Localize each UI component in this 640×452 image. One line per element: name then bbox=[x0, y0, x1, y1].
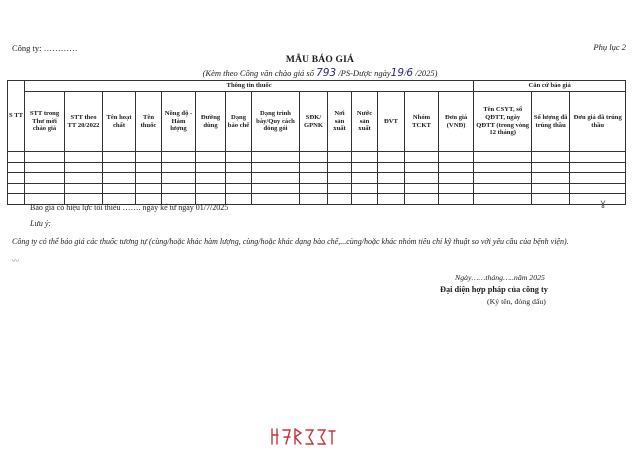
table-cell bbox=[300, 162, 328, 173]
table-row bbox=[8, 162, 626, 173]
group-header-quote-basis: Căn cứ báo giá bbox=[474, 81, 626, 92]
table-cell bbox=[532, 162, 570, 173]
table-cell bbox=[8, 152, 25, 163]
table-cell bbox=[328, 152, 352, 163]
table-cell bbox=[103, 152, 136, 163]
table-cell bbox=[439, 183, 474, 194]
signature-date: Ngày……tháng…..năm 2025 bbox=[455, 273, 545, 282]
table-cell bbox=[439, 173, 474, 184]
table-cell bbox=[25, 173, 65, 184]
table-cell bbox=[378, 162, 405, 173]
table-cell bbox=[65, 173, 103, 184]
col-header-1: STT trong Thư mời chào giá bbox=[25, 92, 65, 152]
red-stamp-icon bbox=[268, 425, 338, 447]
signature-role: Đại diện hợp pháp của công ty bbox=[440, 285, 548, 294]
dispatch-month: 6 bbox=[406, 67, 414, 79]
col-header-14: Đơn giá (VNĐ) bbox=[439, 92, 474, 152]
price-quote-table bbox=[7, 80, 626, 205]
table-cell bbox=[405, 152, 439, 163]
table-cell bbox=[136, 162, 162, 173]
table-cell bbox=[25, 183, 65, 194]
col-header-8: Dạng trình bày/Quy cách đóng gói bbox=[252, 92, 300, 152]
group-header-drug-info: Thông tin thuốc bbox=[25, 81, 474, 92]
table-cell bbox=[352, 173, 378, 184]
table-cell bbox=[162, 183, 196, 194]
table-row bbox=[8, 183, 626, 194]
table-cell bbox=[352, 194, 378, 205]
table-cell bbox=[439, 194, 474, 205]
col-header-3: Tên hoạt chất bbox=[103, 92, 136, 152]
subtitle-mid: /PS-Dược ngày bbox=[336, 68, 391, 78]
table-cell bbox=[196, 173, 226, 184]
table-cell bbox=[352, 152, 378, 163]
table-cell bbox=[439, 162, 474, 173]
table-row bbox=[8, 173, 626, 184]
table-cell bbox=[378, 173, 405, 184]
note-label: Lưu ý: bbox=[30, 219, 52, 228]
table-cell bbox=[226, 173, 252, 184]
table-cell bbox=[103, 162, 136, 173]
table-cell bbox=[8, 194, 25, 205]
subtitle-year: /2025) bbox=[413, 68, 438, 78]
table-cell bbox=[300, 194, 328, 205]
table-cell bbox=[474, 152, 532, 163]
col-header-13: Nhóm TCKT bbox=[405, 92, 439, 152]
table-body bbox=[8, 152, 626, 205]
table-cell bbox=[136, 152, 162, 163]
col-header-10: Nơi sản xuất bbox=[328, 92, 352, 152]
table-cell bbox=[378, 152, 405, 163]
company-line: Công ty: ………… bbox=[12, 43, 78, 53]
validity-line: Báo giá có hiệu lực tối thiểu ……. ngày kể từ ngày 01/7/2025 bbox=[30, 203, 229, 212]
table-cell bbox=[162, 152, 196, 163]
table-cell bbox=[378, 183, 405, 194]
table-cell bbox=[162, 162, 196, 173]
note-paragraph: Công ty có thể báo giá các thuốc tương tự (cùng/hoặc khác hàm lượng, cùng/hoặc khác dạng bào chế,...cùng/hoặc khác nhóm tiêu chí kỹ thuật so với yêu cầu của bệnh viện). bbox=[12, 237, 569, 246]
pen-mark-icon: ɣ bbox=[600, 198, 606, 209]
table-cell bbox=[25, 162, 65, 173]
table-cell bbox=[65, 162, 103, 173]
table-cell bbox=[196, 183, 226, 194]
table-cell bbox=[136, 183, 162, 194]
table-cell bbox=[226, 183, 252, 194]
col-header-4: Tên thuốc bbox=[136, 92, 162, 152]
table-cell bbox=[226, 194, 252, 205]
col-header-16: Số lượng đã trúng thầu bbox=[532, 92, 570, 152]
table-cell bbox=[405, 183, 439, 194]
col-header-2: STT theo TT 20/2022 bbox=[65, 92, 103, 152]
table-cell bbox=[300, 183, 328, 194]
table-cell bbox=[532, 152, 570, 163]
table-cell bbox=[8, 173, 25, 184]
subtitle-sep: / bbox=[404, 68, 407, 78]
table-cell bbox=[474, 173, 532, 184]
table-cell bbox=[570, 173, 626, 184]
table-cell bbox=[328, 173, 352, 184]
table-cell bbox=[532, 183, 570, 194]
table-cell bbox=[196, 152, 226, 163]
document-subtitle bbox=[0, 67, 640, 79]
table-cell bbox=[252, 162, 300, 173]
signature-hint: (Ký tên, đóng dấu) bbox=[487, 297, 546, 306]
col-header-9: SĐK/ GPNK bbox=[300, 92, 328, 152]
table-cell bbox=[474, 194, 532, 205]
col-header-15: Tên CSYT, số QĐTT, ngày QĐTT (trong vòng 12 tháng) bbox=[474, 92, 532, 152]
col-header-12: ĐVT bbox=[378, 92, 405, 152]
table-cell bbox=[328, 162, 352, 173]
col-header-6: Đường dùng bbox=[196, 92, 226, 152]
col-header-17: Đơn giá đã trúng thầu bbox=[570, 92, 626, 152]
table-cell bbox=[196, 162, 226, 173]
appendix-label: Phụ lục 2 bbox=[593, 42, 626, 52]
table-cell bbox=[252, 173, 300, 184]
dispatch-day: 19 bbox=[390, 67, 405, 79]
table-cell bbox=[65, 152, 103, 163]
col-header-0: S TT bbox=[8, 81, 25, 152]
table-cell bbox=[352, 183, 378, 194]
table-cell bbox=[8, 162, 25, 173]
table-cell bbox=[474, 162, 532, 173]
table-cell bbox=[226, 162, 252, 173]
table-cell bbox=[103, 183, 136, 194]
table-cell bbox=[378, 194, 405, 205]
table-row bbox=[8, 152, 626, 163]
table-cell bbox=[252, 194, 300, 205]
col-header-11: Nước sản xuất bbox=[352, 92, 378, 152]
col-header-5: Nồng độ - Hàm lượng bbox=[162, 92, 196, 152]
table-cell bbox=[570, 152, 626, 163]
document-title: MẪU BÁO GIÁ bbox=[285, 55, 355, 65]
table-cell bbox=[136, 173, 162, 184]
table-cell bbox=[570, 194, 626, 205]
table-cell bbox=[405, 173, 439, 184]
table-cell bbox=[162, 173, 196, 184]
table-cell bbox=[532, 194, 570, 205]
subtitle-prefix: (Kèm theo Công văn chào giá số bbox=[202, 68, 317, 78]
table-cell bbox=[65, 183, 103, 194]
table-cell bbox=[352, 162, 378, 173]
table-cell bbox=[405, 162, 439, 173]
table-cell bbox=[328, 183, 352, 194]
table-cell bbox=[570, 162, 626, 173]
table-cell bbox=[474, 183, 532, 194]
table-cell bbox=[405, 194, 439, 205]
table-cell bbox=[328, 194, 352, 205]
dispatch-number: 793 bbox=[316, 67, 337, 79]
table-cell bbox=[532, 173, 570, 184]
table-cell bbox=[570, 183, 626, 194]
table-cell bbox=[226, 152, 252, 163]
table-cell bbox=[252, 152, 300, 163]
pen-scribble-icon: 〰 bbox=[12, 257, 19, 265]
table-cell bbox=[439, 152, 474, 163]
table-cell bbox=[8, 183, 25, 194]
col-header-7: Dạng bào chế bbox=[226, 92, 252, 152]
table-cell bbox=[300, 152, 328, 163]
table-cell bbox=[25, 152, 65, 163]
table-cell bbox=[252, 183, 300, 194]
table-cell bbox=[300, 173, 328, 184]
table-cell bbox=[103, 173, 136, 184]
